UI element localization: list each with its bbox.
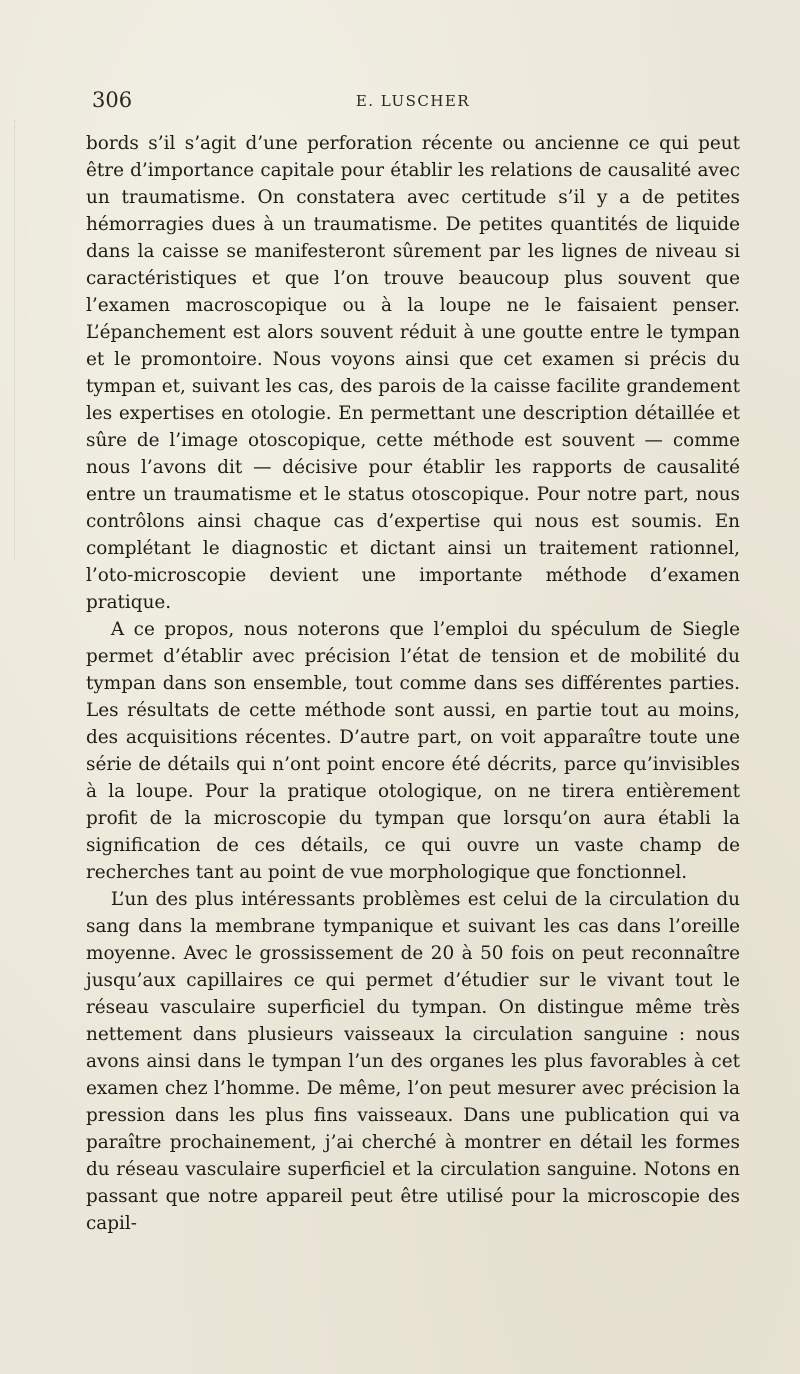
paragraph-3: L’un des plus intéressants problèmes est celui de la circulation du sang dans la membrane tympanique et suivant les cas dans l’oreille moyenne. Avec le grossissement de 20 à 50 fois on peut reconnaître jusqu’aux capillaires ce qui permet d’étudier sur le vivant tout le réseau vasculaire superficiel du tympan. On distingue même très nettement dans plusieurs vaisseaux la circulation sanguine : nous avons ainsi dans le tympan l’un des organes les plus favorables à cet examen chez l’homme. De même, l’on peut mesurer avec précision la pression dans les plus fins vaisseaux. Dans une publication qui va paraître prochainement, j’ai cherché à montrer en détail les formes du réseau vasculaire superficiel et la circulation sanguine. Notons en passant que notre appareil peut être utilisé pour la microscopie des capil- — [86, 889, 740, 1234]
body-text — [86, 130, 740, 1237]
page-number: 306 — [92, 88, 133, 112]
paragraph-2: A ce propos, nous noterons que l’emploi du spéculum de Siegle permet d’établir avec précision l’état de tension et de mobilité du tympan dans son ensemble, tout comme dans ses différentes parties. Les résultats de cette méthode sont aussi, en partie tout au moins, des acquisitions récentes. D’autre part, on voit apparaître toute une série de détails qui n’ont point encore été décrits, parce qu’invisibles à la loupe. Pour la pratique otologique, on ne tirera entièrement profit de la microscopie du tympan que lorsqu’on aura établi la signification de ces détails, ce qui ouvre un vaste champ de recherches tant au point de vue morphologique que fonctionnel. — [86, 619, 740, 883]
paragraph-1: bords s’il s’agit d’une perforation récente ou ancienne ce qui peut être d’importance capitale pour établir les relations de causalité avec un traumatisme. On constatera avec certitude s’il y a de petites hémorragies dues à un traumatisme. De petites quantités de liquide dans la caisse se manifesteront sûrement par les lignes de niveau si caractéristiques et que l’on trouve beaucoup plus souvent que l’examen macroscopique ou à la loupe ne le faisaient penser. L’épanchement est alors souvent réduit à une goutte entre le tympan et le promontoire. Nous voyons ainsi que cet examen si précis du tympan et, suivant les cas, des parois de la caisse facilite grandement les expertises en otologie. En permettant une description détaillée et sûre de l’image otoscopique, cette méthode est souvent — comme nous l’avons dit — décisive pour établir les rapports de causalité entre un traumatisme et le status otoscopique. Pour notre part, nous contrôlons ainsi chaque cas d’expertise qui nous est soumis. En complétant le diagnostic et dictant ainsi un traitement rationnel, l’oto-microscopie devient une importante méthode d’examen pratique. — [86, 133, 740, 613]
page-header — [86, 88, 740, 116]
margin-speckles — [14, 120, 19, 560]
running-head: E. LUSCHER — [355, 92, 471, 110]
